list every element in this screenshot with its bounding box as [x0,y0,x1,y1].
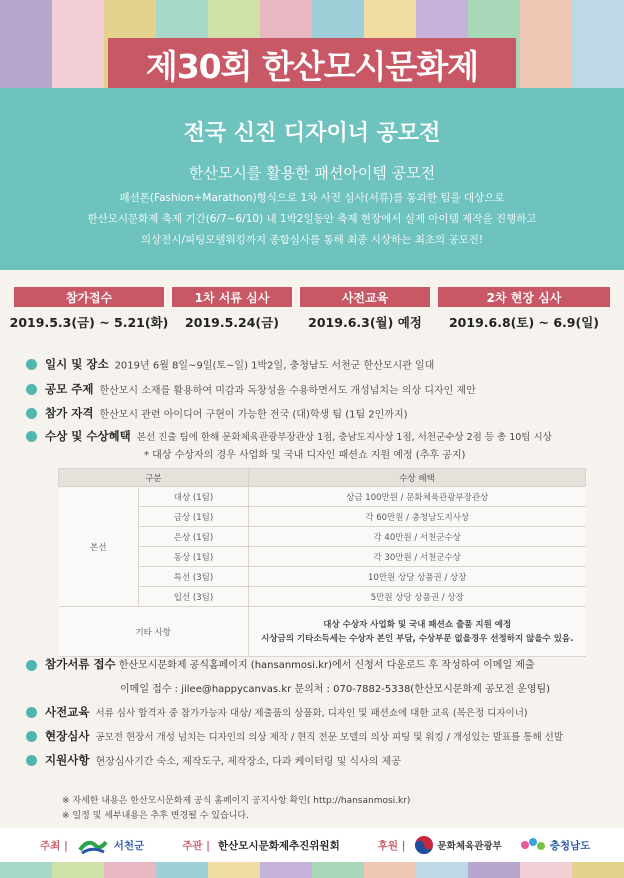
table-group: 본선 [59,487,139,607]
footnote: ※ 자세한 내용은 한산모시문화제 공식 홈페이지 공지사항 확인( http://hansanmosi.kr) [62,796,411,806]
schedule-item [300,287,430,335]
sponsor-label: 후원 | [377,839,406,852]
color-stripe [52,862,104,878]
color-stripe [468,862,520,878]
title-banner [108,38,516,90]
color-stripe [104,862,156,878]
color-stripe [364,862,416,878]
info-text: 현장심사기간 숙소, 제작도구, 제작장소, 다과 케이터링 및 식사의 제공 [95,756,401,768]
schedule-label: 사전교육 [300,287,430,307]
color-stripe [572,0,624,88]
info-text: 2019년 6월 8일~9일(토~일) 1박2일, 충청남도 서천군 한산모시관 일대 [114,360,435,372]
table-cell: 각 40만원 / 서천군수상 [249,527,586,547]
info-item [26,728,606,744]
info-label: 지원사항 [45,753,90,767]
color-stripe [312,862,364,878]
bottom-color-stripes [0,862,624,878]
color-stripe [260,862,312,878]
table-cell [249,607,586,657]
submission-text: 한산모시문화제 공식홈페이지 (hansanmosi.kr)에서 신청서 다운로드 후 작성하여 이메일 제출 [118,660,535,671]
intro-text [0,188,624,251]
host-label: 주최 | [40,839,68,852]
footnote: ※ 일정 및 세부내용은 추후 변경될 수 있습니다. [62,811,249,821]
intro-line: 한산모시문화제 축제 기간(6/7~6/10) 내 1박2일동안 축제 현장에서 실제 아이템 제작을 진행하고 [87,213,537,225]
table-header: 수상 혜택 [249,469,586,487]
taegeuk-icon [414,835,434,855]
table-header: 구분 [59,469,249,487]
info-item [26,704,606,720]
schedule-date: 2019.5.24(금) [185,315,279,330]
schedule-label: 참가접수 [14,287,164,307]
org-name: 한산모시문화제추진위원회 [218,839,340,852]
sponsor-name: 충청남도 [549,839,591,852]
table-cell: 상금 100만원 / 문화체육관광부장관상 [249,487,586,507]
schedule-item [9,287,169,335]
color-stripe [156,862,208,878]
table-cell: 대상 (1팀) [139,487,249,507]
table-cell: 은상 (1팀) [139,527,249,547]
color-stripe [52,0,104,88]
footer [0,828,624,862]
sponsor-logo [520,836,591,854]
submission-label: 참가서류 접수 [45,657,116,671]
sponsor-logo [414,835,502,855]
info-text: 본선 진출 팀에 한해 문화체육관광부장관상 1점, 충남도지사상 1점, 서천군수상 2점 등 총 10팀 시상 [136,432,552,443]
contact-text: 이메일 접수 : jilee@happycanvas.kr 문의처 : 070-7882-5338(한산모시문화제 공모전 운영팀) [120,684,551,695]
table-row [59,607,586,657]
table-row [59,547,586,567]
schedule-date: 2019.6.3(월) 예정 [308,315,422,330]
schedule-date: 2019.5.3(금) ~ 5.21(화) [9,315,169,330]
color-stripe [572,862,624,878]
table-row [59,507,586,527]
schedule-item [172,287,292,335]
color-stripe [416,862,468,878]
award-table [58,468,586,657]
table-row [59,567,586,587]
info-item [26,752,606,768]
color-stripe [520,0,572,88]
contest-subtitle: 한산모시를 활용한 패션아이템 공모전 [188,164,436,182]
sponsor-name: 문화체육관광부 [437,841,502,852]
host-name: 서천군 [113,839,145,852]
table-row [59,487,586,507]
chungnam-logo-icon [520,836,546,854]
footnotes [62,794,410,824]
info-label: 현장심사 [45,729,90,743]
info-item [26,381,606,397]
contest-title: 전국 신진 디자이너 공모전 [183,120,441,146]
schedule [9,287,610,335]
table-row [59,587,586,607]
bullet-dot-icon [26,431,37,442]
schedule-date: 2019.6.8(토) ~ 6.9(일) [448,315,599,330]
info-label: 참가 자격 [45,406,94,420]
table-cell: 기타 사항 [59,607,249,657]
table-cell: 각 60만원 / 충청남도지사상 [249,507,586,527]
table-cell: 특선 (3팀) [139,567,249,587]
info-item [26,405,606,421]
info-label: 사전교육 [45,705,90,719]
table-row [59,527,586,547]
intro-line: 의상전시/피팅모델워킹까지 종합심사를 통해 최종 시상하는 최초의 공모전! [140,234,484,246]
table-cell: 입선 (3팀) [139,587,249,607]
info-text: 한산모시 소재를 활용하여 미감과 독창성을 수용하면서도 개성넘치는 의상 디자인 제안 [99,385,476,397]
bullet-dot-icon [26,707,37,718]
table-cell: 동상 (1팀) [139,547,249,567]
org-label: 주관 | [182,839,210,852]
info-label: 공모 주제 [45,382,94,396]
info-item [26,428,606,444]
table-cell: 금상 (1팀) [139,507,249,527]
color-stripe [520,862,572,878]
extra-line: 시상금의 기타소득세는 수상자 본인 부담, 수상부문 없을경우 선정하지 않을수 있음. [261,633,574,644]
award-note: * 대상 수상자의 경우 사업화 및 국내 디자인 패션쇼 지원 예정 (추후 공지) [144,450,466,461]
table-cell: 각 30만원 / 서천군수상 [249,547,586,567]
schedule-label: 1차 서류 심사 [172,287,292,307]
bullet-dot-icon [26,660,37,671]
info-text: 한산모시 관련 아이디어 구현이 가능한 전국 (대)학생 팀 (1팀 2인까지) [99,409,408,421]
submission-info [26,656,616,672]
info-label: 일시 및 장소 [45,357,109,371]
color-stripe [208,862,260,878]
bullet-dot-icon [26,755,37,766]
table-cell: 5만원 상당 상품권 / 상장 [249,587,586,607]
schedule-label: 2차 현장 심사 [438,287,610,307]
table-cell: 10만원 상당 상품권 / 상장 [249,567,586,587]
bullet-dot-icon [26,408,37,419]
info-label: 수상 및 수상혜택 [45,429,131,443]
bullet-dot-icon [26,384,37,395]
bullet-dot-icon [26,731,37,742]
info-text: 공모전 현장서 개성 넘치는 디자인의 의상 제작 / 현직 전문 모델의 의상 피팅 및 워킹 / 개성있는 발표를 통해 선발 [95,732,564,743]
host-logo [78,834,144,856]
info-text: 서류 심사 합격자 중 참가가능자 대상/ 제출품의 상품화, 디자인 및 패션쇼에 대한 교육 (목은정 디자이너) [95,708,528,719]
bullet-dot-icon [26,359,37,370]
info-item [26,356,606,372]
seocheon-logo-icon [78,834,108,856]
color-stripe [0,0,52,88]
color-stripe [0,862,52,878]
extra-line: 대상 수상자 사업화 및 국내 패션쇼 출품 지원 예정 [323,619,512,630]
schedule-item [438,287,610,335]
intro-line: 패션톤(Fashion+Marathon)형식으로 1차 사전 심사(서류)를 통과한 팀을 대상으로 [119,192,505,204]
page-title: 제30회 한산모시문화제 [145,46,479,86]
